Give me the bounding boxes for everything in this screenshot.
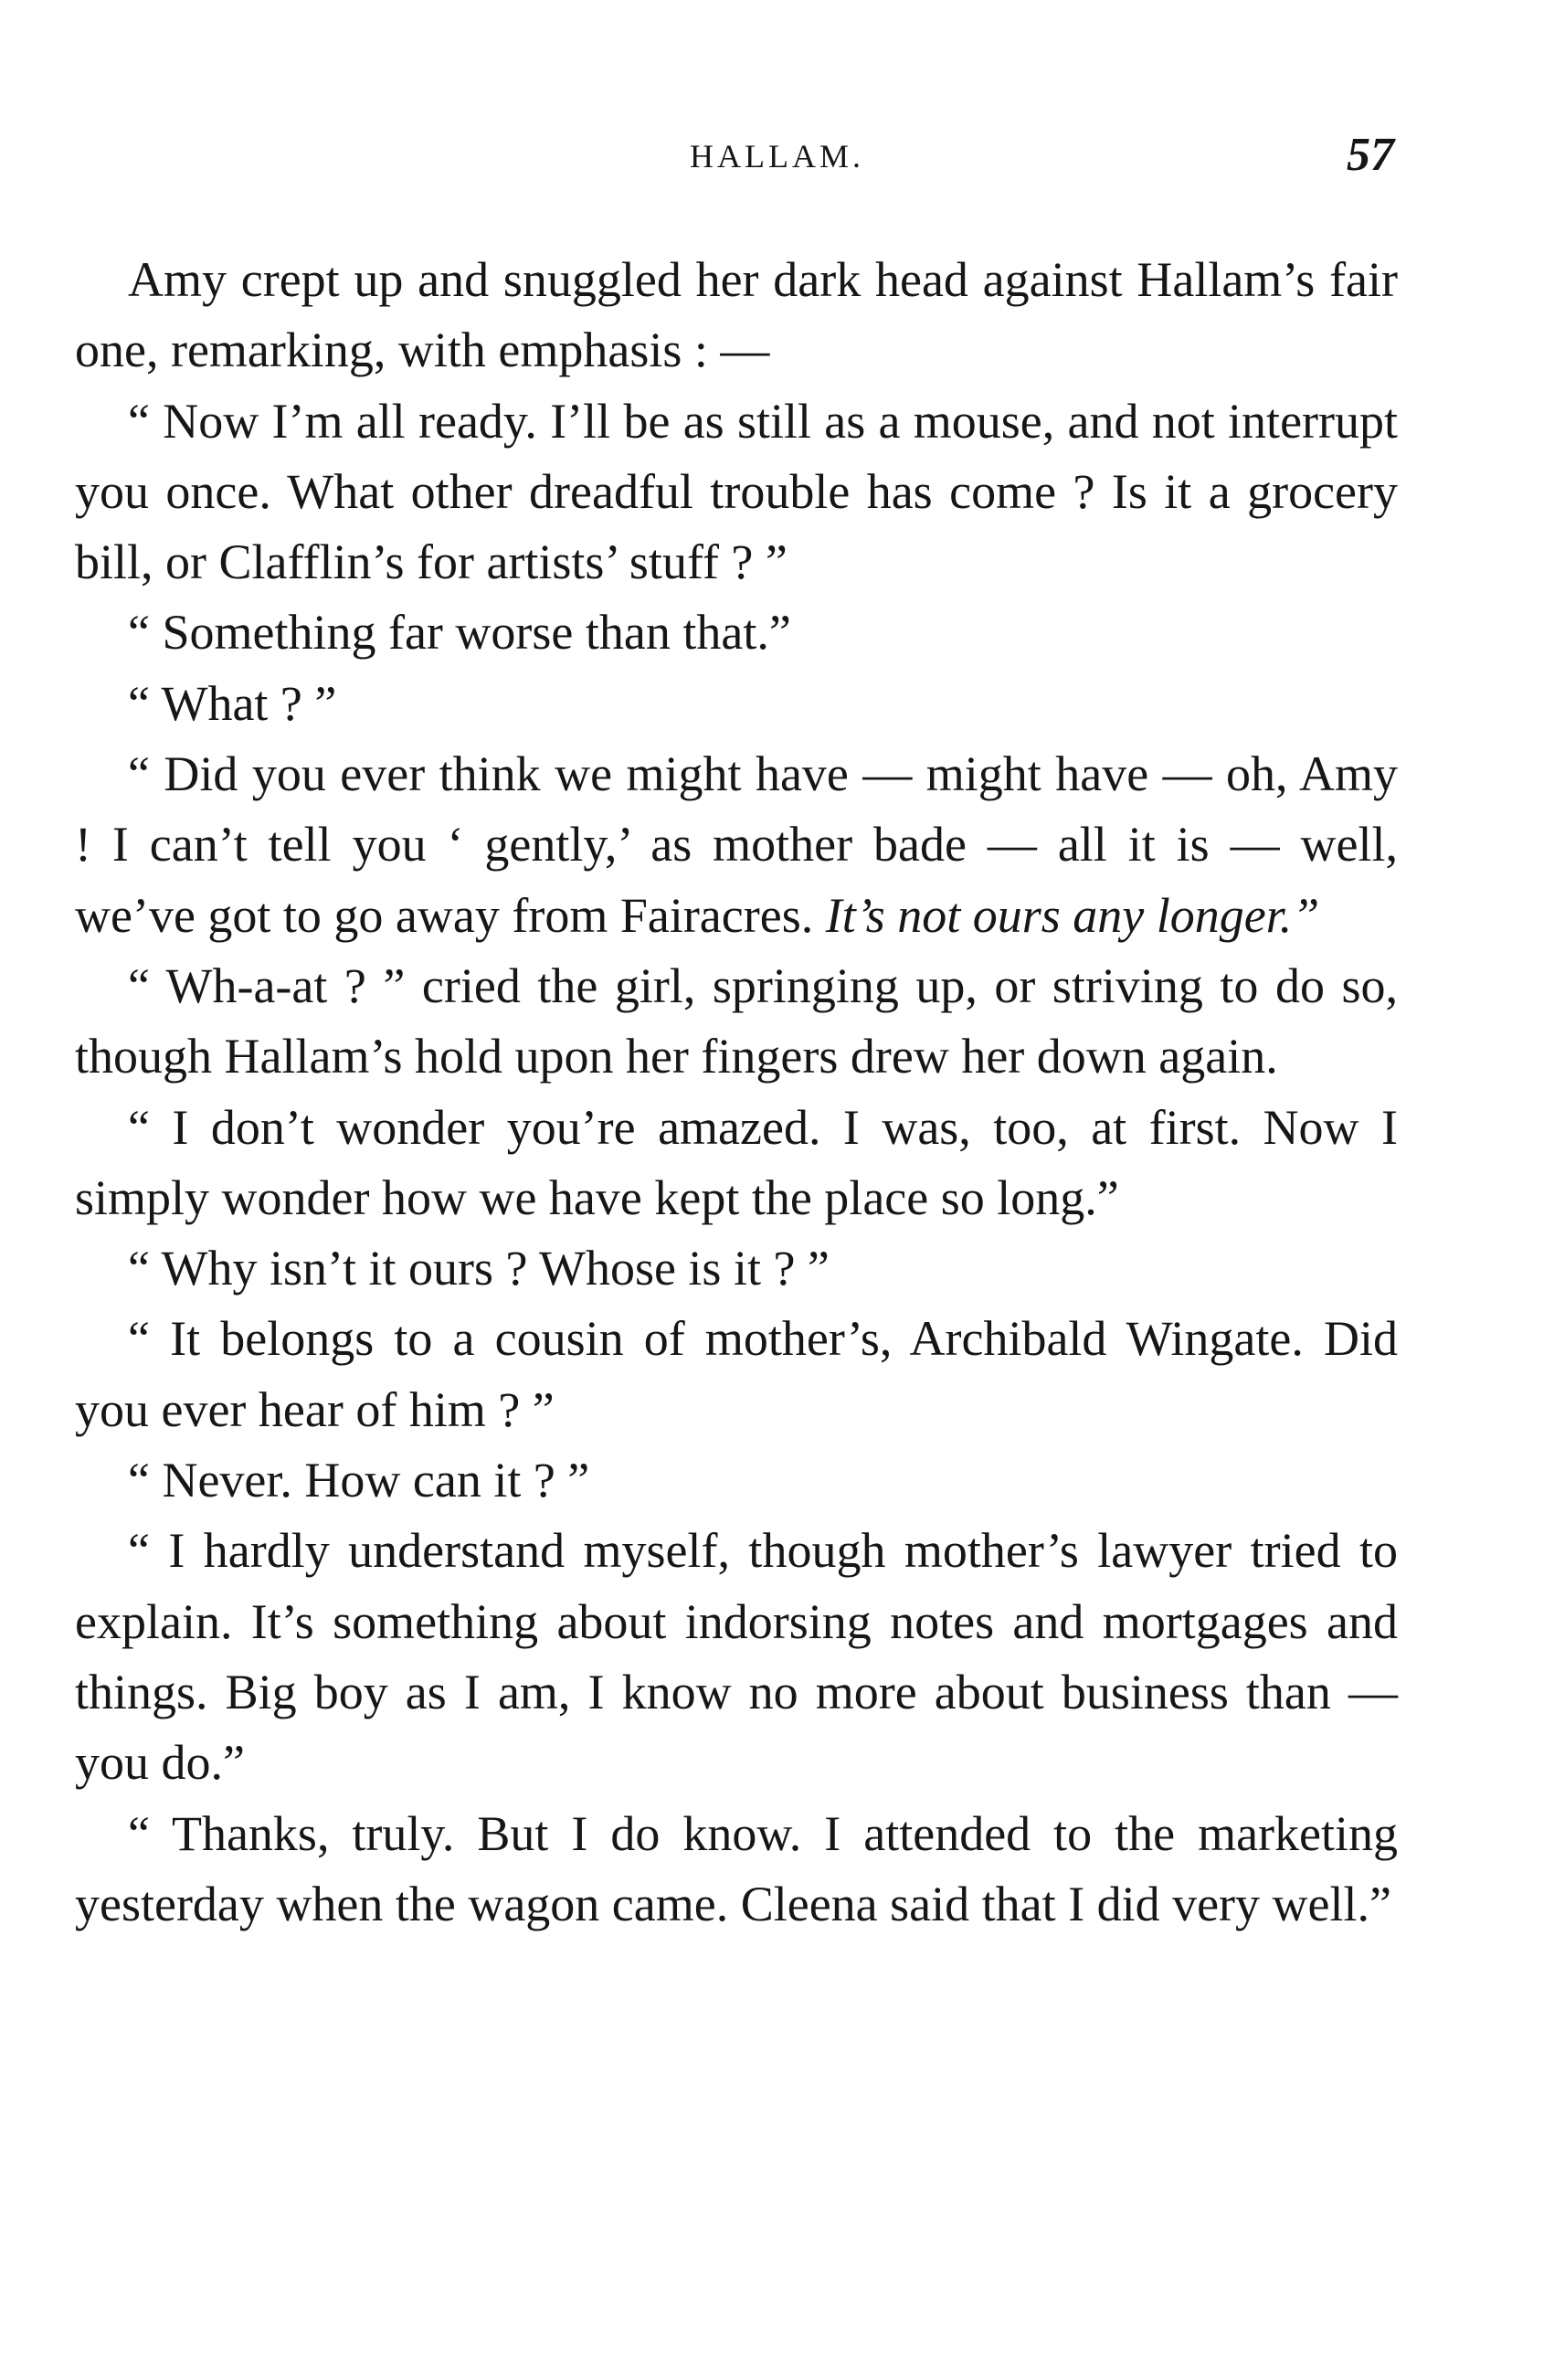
- paragraph-text: “ It belongs to a cousin of mother’s, Archibald Wingate. Did you ever hear of him ? ”: [75, 1311, 1398, 1437]
- paragraph: [75, 739, 1398, 951]
- paragraph: [75, 598, 1398, 668]
- paragraph-text: “ What ? ”: [128, 675, 337, 731]
- page-header: [0, 128, 1554, 201]
- paragraph: [75, 951, 1398, 1093]
- paragraph-text: “ Never. How can it ? ”: [128, 1453, 590, 1508]
- paragraph: [75, 386, 1398, 598]
- paragraph-text: “ Wh-a-at ? ” cried the girl, springing up, or striving to do so, though Hallam’s hold upon her fingers drew her down again.: [75, 957, 1398, 1084]
- paragraph: [75, 1516, 1398, 1798]
- paragraph: [75, 1093, 1398, 1234]
- paragraph-italic-text: It’s not ours any longer.”: [825, 887, 1320, 943]
- page-number: 57: [1347, 129, 1394, 181]
- paragraph-text: “ I hardly understand myself, though mother’s lawyer tried to explain. It’s something about indorsing notes and mortgages and things. Big boy as I am, I know no more about business than — you do.”: [75, 1523, 1398, 1791]
- paragraph: [75, 245, 1398, 386]
- paragraph: [75, 1304, 1398, 1445]
- paragraph: [75, 669, 1398, 739]
- paragraph-text: “ I don’t wonder you’re amazed. I was, too, at first. Now I simply wonder how we have kept the place so long.”: [75, 1099, 1398, 1225]
- paragraph-text: “ Now I’m all ready. I’ll be as still as a mouse, and not interrupt you once. What other dreadful trouble has come ? Is it a grocery bill, or Clafflin’s for artists’ stuff ? ”: [75, 393, 1398, 590]
- paragraph: [75, 1445, 1398, 1516]
- paragraph-text: “ Thanks, truly. But I do know. I attended to the marketing yesterday when the wagon came. Cleena said that I did very well.”: [75, 1805, 1398, 1931]
- paragraph-text: “ Did you ever think we might have — might have — oh, Amy ! I can’t tell you ‘ gently,’ as mother bade — all it is — well, we’ve got to go away from Fairacres.: [75, 746, 1398, 943]
- paragraph-text: “ Why isn’t it ours ? Whose is it ? ”: [128, 1241, 830, 1296]
- body-text: [75, 245, 1398, 1940]
- paragraph-text: “ Something far worse than that.”: [128, 605, 791, 661]
- paragraph: [75, 1799, 1398, 1941]
- paragraph-text: Amy crept up and snuggled her dark head against Hallam’s fair one, remarking, with emphasis : —: [75, 252, 1398, 378]
- running-head: HALLAM.: [690, 138, 864, 175]
- paragraph: [75, 1233, 1398, 1304]
